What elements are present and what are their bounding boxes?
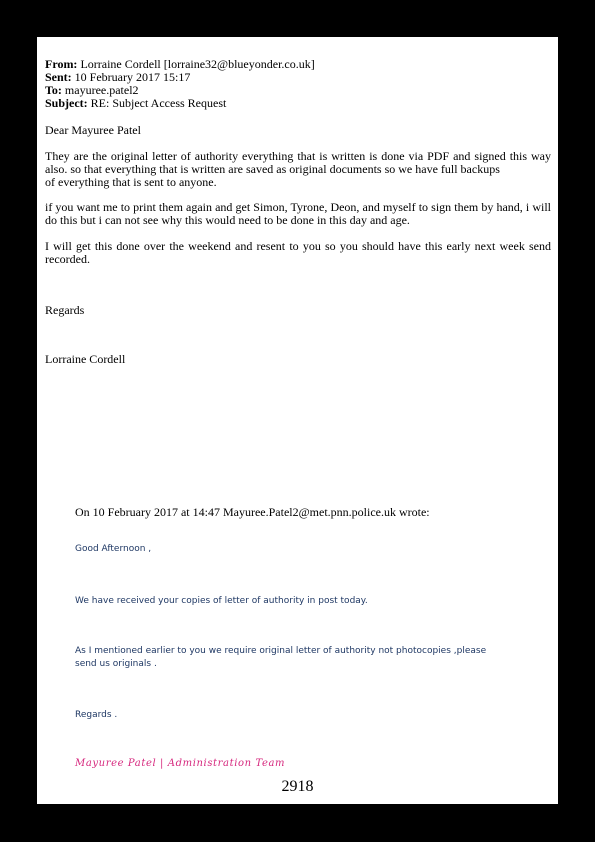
to-line: To: mayuree.patel2	[45, 83, 139, 97]
sent-line: Sent: 10 February 2017 15:17	[45, 70, 191, 84]
from-line: From: Lorraine Cordell [lorraine32@blueyonder.co.uk]	[45, 57, 315, 71]
greeting: Dear Mayuree Patel	[45, 123, 141, 137]
sent-value: 10 February 2017 15:17	[74, 70, 191, 84]
paragraph-1-line-1: They are the original letter of authority everything that is written is done via PDF and signed this way	[45, 149, 551, 163]
to-value: mayuree.patel2	[64, 83, 139, 97]
quoted-regards: Regards .	[75, 710, 118, 720]
subject-line: Subject: RE: Subject Access Request	[45, 96, 227, 110]
document-page	[37, 37, 558, 804]
paragraph-1	[45, 150, 551, 189]
sender-signature: Lorraine Cordell	[45, 352, 126, 366]
paragraph-2: if you want me to print them again and get Simon, Tyrone, Deon, and myself to sign them by hand, i will do this but i can not see why this would need to be done in this day and age.	[45, 200, 551, 227]
quoted-header: On 10 February 2017 at 14:47 Mayuree.Patel2@met.pnn.police.uk wrote:	[75, 505, 430, 519]
email-header	[45, 58, 315, 110]
subject-value: RE: Subject Access Request	[90, 96, 227, 110]
quoted-signature: Mayuree Patel | Administration Team	[75, 758, 286, 769]
paragraph-1-line-2: also. so that everything that is written are saved as original documents so we have full backups	[45, 162, 500, 176]
quoted-line-1: We have received your copies of letter of authority in post today.	[75, 596, 368, 606]
paragraph-1-line-3: of everything that is sent to anyone.	[45, 175, 217, 189]
quoted-line-2: As I mentioned earlier to you we require original letter of authority not photocopies ,please send us originals .	[75, 646, 487, 669]
paragraph-3: I will get this done over the weekend and resent to you so you should have this early next week send recorded.	[45, 239, 551, 266]
from-value: Lorraine Cordell [lorraine32@blueyonder.co.uk]	[80, 57, 315, 71]
page-number: 2918	[281, 778, 314, 795]
quoted-greeting: Good Afternoon ,	[75, 544, 152, 554]
regards: Regards	[45, 303, 85, 317]
